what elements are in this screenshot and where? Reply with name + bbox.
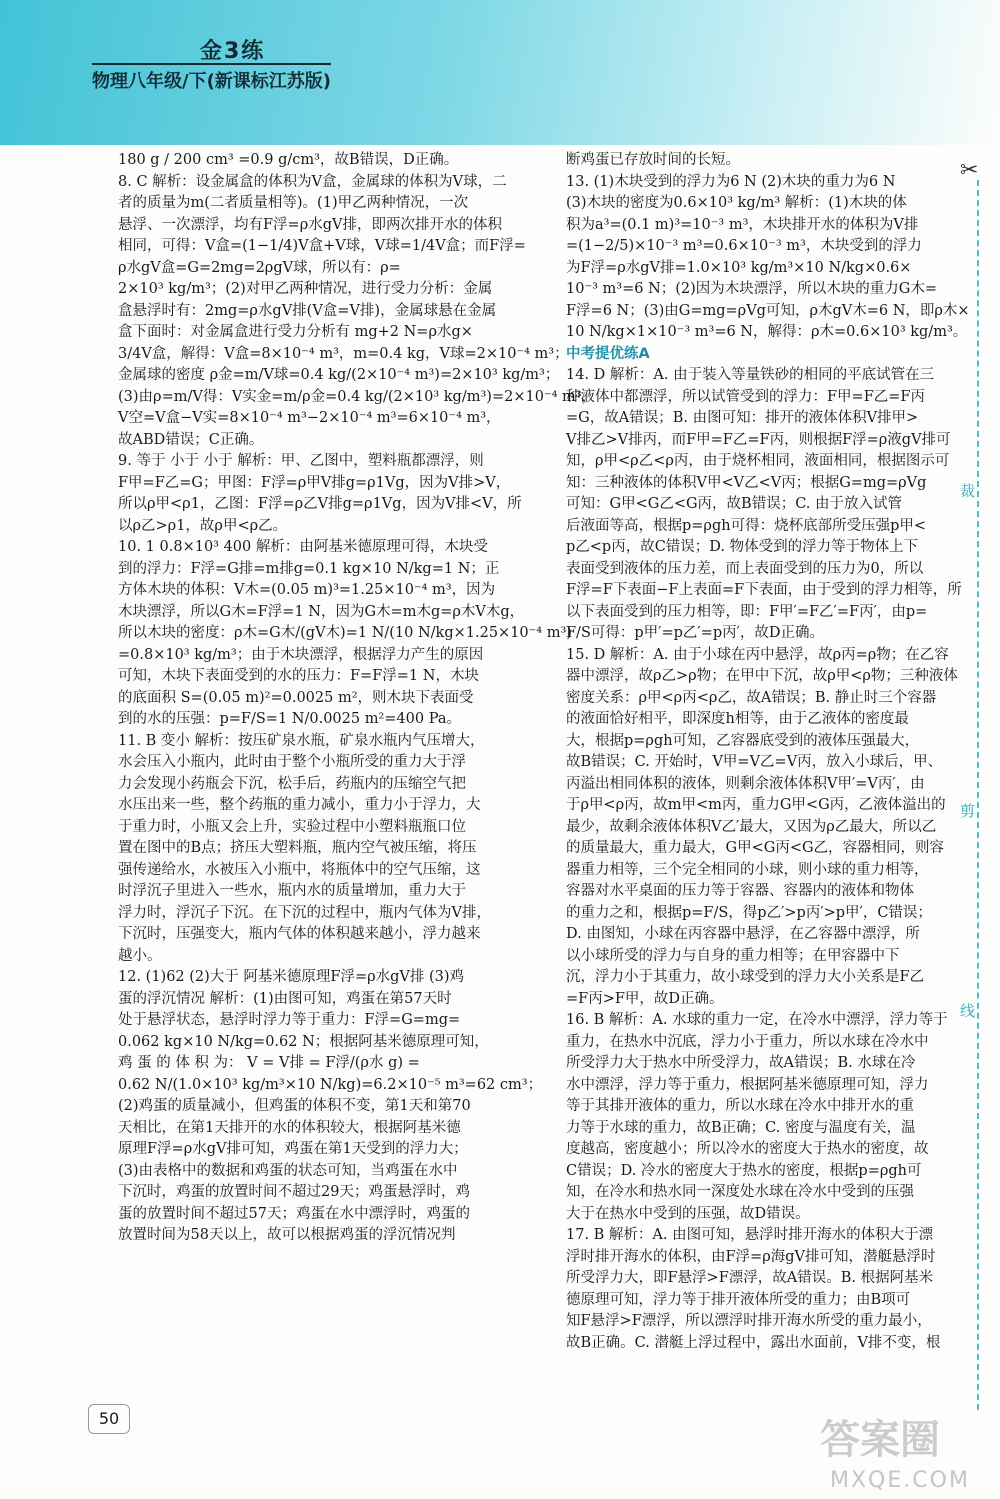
text-line: 最少，故剩余液体体积V乙′最大，又因为ρ乙最大，所以乙 (566, 818, 937, 835)
cut-label-xian: 线 (960, 1002, 976, 1020)
text-line: 15. D 解析：A. 由于小球在丙中悬浮，故ρ丙=ρ物；在乙容 (566, 646, 949, 663)
cut-label-jian: 剪 (960, 802, 976, 820)
text-line: 力会发现小药瓶会下沉，松手后，药瓶内的压缩空气把 (118, 775, 466, 792)
text-line: 容器对水平桌面的压力等于容器、容器内的液体和物体 (566, 883, 914, 899)
text-line: 下沉时，鸡蛋的放置时间不超过29天；鸡蛋悬浮时，鸡 (118, 1184, 470, 1200)
text-line: 12. (1)62 (2)大于 阿基米德原理F浮=ρ水gV排 (3)鸡 (118, 969, 465, 985)
text-line: 器重力相等，三个完全相同的小球，则小球的重力相等， (566, 861, 929, 878)
text-line: 2×10³ kg/m³；(2)对甲乙两种情况，进行受力分析：金属 (118, 281, 493, 297)
text-line: 悬浮、一次漂浮，均有F浮=ρ水gV排，即两次排开水的体积 (118, 216, 502, 233)
text-line: 所受浮力大于热水中所受浮力，故A错误；B. 水球在冷 (566, 1055, 916, 1071)
header-banner (0, 0, 1000, 145)
text-line: 可知：G甲<G乙<G丙，故B错误；C. 由于放入试管 (566, 496, 902, 512)
text-line: 度越高，密度越小；所以冷水的密度大于热水的密度，故 (566, 1141, 929, 1157)
scissors-icon: ✂ (960, 158, 979, 183)
text-line: 力等于水球的重力，故B正确；C. 密度与温度有关，温 (566, 1119, 916, 1136)
text-line: 置在图中的B点；挤压大塑料瓶，瓶内空气被压缩，将压 (118, 840, 477, 856)
text-line: 蛋的放置时间不超过57天；鸡蛋在水中漂浮时，鸡蛋的 (118, 1205, 470, 1222)
text-line: 知F悬浮>F漂浮，所以漂浮时排开海水所受的重力最小， (566, 1313, 932, 1329)
text-line: 10. 1 0.8×10³ 400 解析：由阿基米德原理可得，木块受 (118, 539, 488, 555)
text-line: 9. 等于 小于 小于 解析：甲、乙图中，塑料瓶都漂浮，则 (118, 453, 484, 469)
text-line: 180 g / 200 cm³ =0.9 g/cm³，故B错误，D正确。 (118, 152, 459, 168)
right-column (566, 150, 970, 1354)
text-line: 种液体中都漂浮，所以试管受到的浮力：F甲=F乙=F丙 (566, 388, 925, 405)
text-line: 积为a³=(0.1 m)³=10⁻³ m³，木块排开水的体积为V排 (566, 216, 919, 233)
text-line: 丙溢出相同体积的液体，则剩余液体体积V甲′=V丙′，由 (566, 775, 925, 792)
text-line: 故B错误；C. 开始时，V甲=V乙=V丙，放入小球后，甲、 (566, 754, 943, 770)
text-line: p乙<p丙，故C错误；D. 物体受到的浮力等于物体上下 (566, 539, 919, 555)
text-line: 器中漂浮，故ρ乙>ρ物；在甲中下沉，故ρ甲<ρ物；三种液体 (566, 668, 958, 684)
text-line: 的底面积 S=(0.05 m)²=0.0025 m²，则木块下表面受 (118, 689, 474, 706)
text-line: 等于其排开液体的重力，所以水球在冷水中排开水的重 (566, 1098, 914, 1114)
text-line: 木块漂浮，所以G木=F浮=1 N，因为G木=m木g=ρ木V木g， (118, 603, 525, 620)
book-subtitle: 物理八年级/下(新课标江苏版) (92, 63, 331, 93)
text-line: 于ρ甲<ρ丙，故m甲<m丙，重力G甲<G丙，乙液体溢出的 (566, 797, 946, 813)
text-line: 金属球的密度 ρ金=m/V球=0.4 kg/(2×10⁻⁴ m³)=2×10³ kg/m³； (118, 367, 560, 383)
page-number: 50 (88, 1404, 130, 1434)
text-line: 鸡 蛋 的 体 积 为： V = V排 = F浮/(ρ水 g) = (118, 1055, 420, 1071)
text-line: 0.62 N/(1.0×10³ kg/m³×10 N/kg)=6.2×10⁻⁵ m³=62 cm³； (118, 1076, 543, 1093)
text-line: 大于在热水中受到的压强，故D错误。 (566, 1205, 810, 1222)
text-line: V空=V盒−V实=8×10⁻⁴ m³−2×10⁻⁴ m³=6×10⁻⁴ m³， (118, 410, 501, 426)
text-line: 表面受到液体的压力差，而上表面受到的压力为0，所以 (566, 560, 924, 577)
text-line: 为F浮=ρ水gV排=1.0×10³ kg/m³×10 N/kg×0.6× (566, 259, 912, 276)
text-line: F/S可得：p甲′=p乙′=p丙′，故D正确。 (566, 625, 825, 641)
text-line: 故B正确。C. 潜艇上浮过程中，露出水面前，V排不变，根 (566, 1334, 941, 1351)
text-line: 后液面等高，根据p=ρgh可得：烧杯底部所受压强p甲< (566, 517, 927, 534)
text-line: 时浮沉子里进入一些水，瓶内水的质量增加，重力大于 (118, 883, 466, 899)
text-line: 到的水的压强：p=F/S=1 N/0.0025 m²=400 Pa。 (118, 711, 461, 727)
text-line: 13. (1)木块受到的浮力为6 N (2)木块的重力为6 N (566, 173, 896, 190)
text-line: 越小。 (118, 947, 162, 964)
text-line: (3)木块的密度为0.6×10³ kg/m³ 解析：(1)木块的体 (566, 195, 907, 211)
watermark-url: MXQE.COM (830, 1468, 970, 1493)
text-line: (2)鸡蛋的质量减小，但鸡蛋的体积不变，第1天和第70 (118, 1098, 471, 1114)
text-line: 德原理可知，浮力等于排开液体所受的重力；由B项可 (566, 1291, 911, 1308)
text-line: 原理F浮=ρ水gV排可知，鸡蛋在第1天受到的浮力大； (118, 1141, 468, 1157)
text-line: 者的质量为m(二者质量相等)。(1)甲乙两种情况，一次 (118, 195, 469, 211)
text-line: 的质量最大，重力最大，G甲<G丙<G乙，容器相同，则容 (566, 840, 945, 856)
text-line: F浮=6 N；(3)由G=mg=ρVg可知，ρ木gV木=6 N，即ρ木× (566, 302, 970, 319)
text-line: 到的浮力：F浮=G排=m排g=0.1 kg×10 N/kg=1 N；正 (118, 560, 500, 577)
text-line: 以ρ乙>ρ1，故ρ甲<ρ乙。 (118, 517, 288, 534)
text-line: 14. D 解析：A. 由于装入等量铁砂的相同的平底试管在三 (566, 367, 935, 383)
text-line: 的重力之和，根据p=F/S，得p乙′>p丙′>p甲′，C错误； (566, 904, 932, 921)
text-line: =0.8×10³ kg/m³；由于木块漂浮，根据浮力产生的原因 (118, 646, 484, 663)
text-line: 中考提优练A (566, 345, 650, 362)
cut-line (977, 180, 979, 1410)
text-line: 沉，浮力小于其重力，故小球受到的浮力大小关系是F乙 (566, 969, 925, 985)
text-line: 水压出来一些，整个药瓶的重力减小，重力小于浮力，大 (118, 797, 481, 813)
text-line: 10 N/kg×1×10⁻³ m³=6 N，解得：ρ木=0.6×10³ kg/m³。 (566, 324, 968, 340)
text-line: 3/4V盒，解得：V盒=8×10⁻⁴ m³，m=0.4 kg，V球=2×10⁻⁴ m³； (118, 345, 569, 362)
text-line: 蛋的浮沉情况 解析：(1)由图可知，鸡蛋在第57天时 (118, 990, 452, 1007)
text-line: (3)由表格中的数据和鸡蛋的状态可知，当鸡蛋在水中 (118, 1162, 458, 1179)
text-line: D. 由图知，小球在丙容器中悬浮，在乙容器中漂浮，所 (566, 926, 920, 942)
text-line: 相同，可得：V盒=(1−1/4)V盒+V球，V球=1/4V盒；而F浮= (118, 238, 526, 254)
text-line: (3)由ρ=m/V得：V实金=m/ρ金=0.4 kg/(2×10³ kg/m³)=2×10⁻⁴ m³， (118, 388, 597, 405)
cut-label-cai: 裁 (960, 482, 976, 500)
text-line: 16. B 解析：A. 水球的重力一定，在冷水中漂浮，浮力等于 (566, 1012, 948, 1028)
text-line: 所以木块的密度：ρ木=G木/(gV木)=1 N/(10 N/kg×1.25×10⁻⁴ m³) (118, 625, 572, 641)
text-line: F浮=F下表面−F上表面=F下表面，由于受到的浮力相等，所 (566, 582, 962, 598)
text-line: 盒悬浮时有：2mg=ρ水gV排(V盒=V排)，金属球悬在金属 (118, 302, 497, 319)
watermark-logo: 答案圈 (820, 1417, 940, 1463)
text-line: 知：三种液体的体积V甲<V乙<V丙；根据G=mg=ρVg (566, 474, 927, 491)
text-line: =F丙>F甲，故D正确。 (566, 990, 724, 1007)
text-line: =(1−2/5)×10⁻³ m³=0.6×10⁻³ m³，木块受到的浮力 (566, 238, 922, 254)
text-line: 知，在冷水和热水同一深度处水球在冷水中受到的压强 (566, 1184, 914, 1200)
text-line: 强传递给水，水被压入小瓶中，将瓶体中的空气压缩，这 (118, 861, 481, 878)
text-line: 重力，在热水中沉底，浮力小于重力，所以水球在冷水中 (566, 1033, 929, 1050)
text-line: 知，ρ甲<ρ乙<ρ丙，由于烧杯相同，液面相同，根据图示可 (566, 453, 950, 469)
text-line: 17. B 解析：A. 由图可知，悬浮时排开海水的体积大于漂 (566, 1227, 934, 1243)
text-line: F甲=F乙=G；甲图：F浮=ρ甲V排g=ρ1Vg，因为V排>V， (118, 474, 511, 491)
text-line: 于重力时，小瓶又会上升，实验过程中小塑料瓶瓶口位 (118, 818, 466, 835)
text-line: 盒下面时：对金属盒进行受力分析有 mg+2 N=ρ水g× (118, 324, 473, 340)
text-line: 所以ρ甲<ρ1，乙图：F浮=ρ乙V排g=ρ1Vg，因为V排<V，所 (118, 496, 522, 512)
text-line: V排乙>V排丙，而F甲=F乙=F丙，则根据F浮=ρ液gV排可 (566, 431, 951, 448)
text-line: 水会压入小瓶内，此时由于整个小瓶所受的重力大于浮 (118, 754, 466, 770)
text-line: 11. B 变小 解析：按压矿泉水瓶，矿泉水瓶内气压增大， (118, 732, 485, 749)
text-line: 8. C 解析：设金属盒的体积为V盒，金属球的体积为V球，二 (118, 173, 507, 190)
text-line: 0.062 kg×10 N/kg=0.62 N；根据阿基米德原理可知， (118, 1033, 489, 1050)
text-line: 处于悬浮状态，悬浮时浮力等于重力：F浮=G=mg= (118, 1012, 461, 1028)
text-line: 方体木块的体积：V木=(0.05 m)³=1.25×10⁻⁴ m³，因为 (118, 582, 496, 598)
text-line: 大，根据p=ρgh可知，乙容器底受到的液体压强最大， (566, 732, 920, 749)
text-line: 断鸡蛋已存放时间的长短。 (566, 152, 740, 168)
text-line: ρ水gV盒=G=2mg=2ρgV球，所以有：ρ= (118, 259, 401, 276)
text-line: 的液面恰好相平，即深度h相等，由于乙液体的密度最 (566, 711, 909, 727)
text-line: 以下表面受到的压力相等，即：F甲′=F乙′=F丙′，由p= (566, 603, 928, 620)
book-brand: 金3练 (200, 39, 266, 64)
text-line: 密度关系：ρ甲<ρ丙<ρ乙，故A错误；B. 静止时三个容器 (566, 689, 937, 706)
text-line: 故ABD错误；C正确。 (118, 431, 264, 448)
text-line: 10⁻³ m³=6 N；(2)因为木块漂浮，所以木块的重力G木= (566, 281, 938, 297)
left-column (118, 150, 597, 1247)
text-line: =G，故A错误；B. 由图可知：排开的液体体积V排甲> (566, 410, 919, 426)
text-line: 浮时排开海水的体积，由F浮=ρ海gV排可知，潜艇悬浮时 (566, 1248, 936, 1265)
text-line: C错误；D. 冷水的密度大于热水的密度，根据p=ρgh可 (566, 1162, 922, 1179)
text-line: 下沉时，压强变大，瓶内气体的体积越来越小，浮力越来 (118, 926, 481, 942)
text-line: 可知，木块下表面受到的水的压力：F=F浮=1 N，木块 (118, 668, 479, 684)
text-line: 放置时间为58天以上，故可以根据鸡蛋的浮沉情况判 (118, 1227, 456, 1243)
text-line: 浮力时，浮沉子下沉。在下沉的过程中，瓶内气体为V排， (118, 904, 491, 921)
text-line: 水中漂浮，浮力等于重力，根据阿基米德原理可知，浮力 (566, 1076, 929, 1093)
text-line: 所受浮力大，即F悬浮>F漂浮，故A错误。B. 根据阿基米 (566, 1270, 934, 1286)
text-line: 以小球所受的浮力与自身的重力相等；在甲容器中下 (566, 947, 900, 964)
text-line: 天相比，在第1天排开的水的体积较大，根据阿基米德 (118, 1119, 461, 1136)
